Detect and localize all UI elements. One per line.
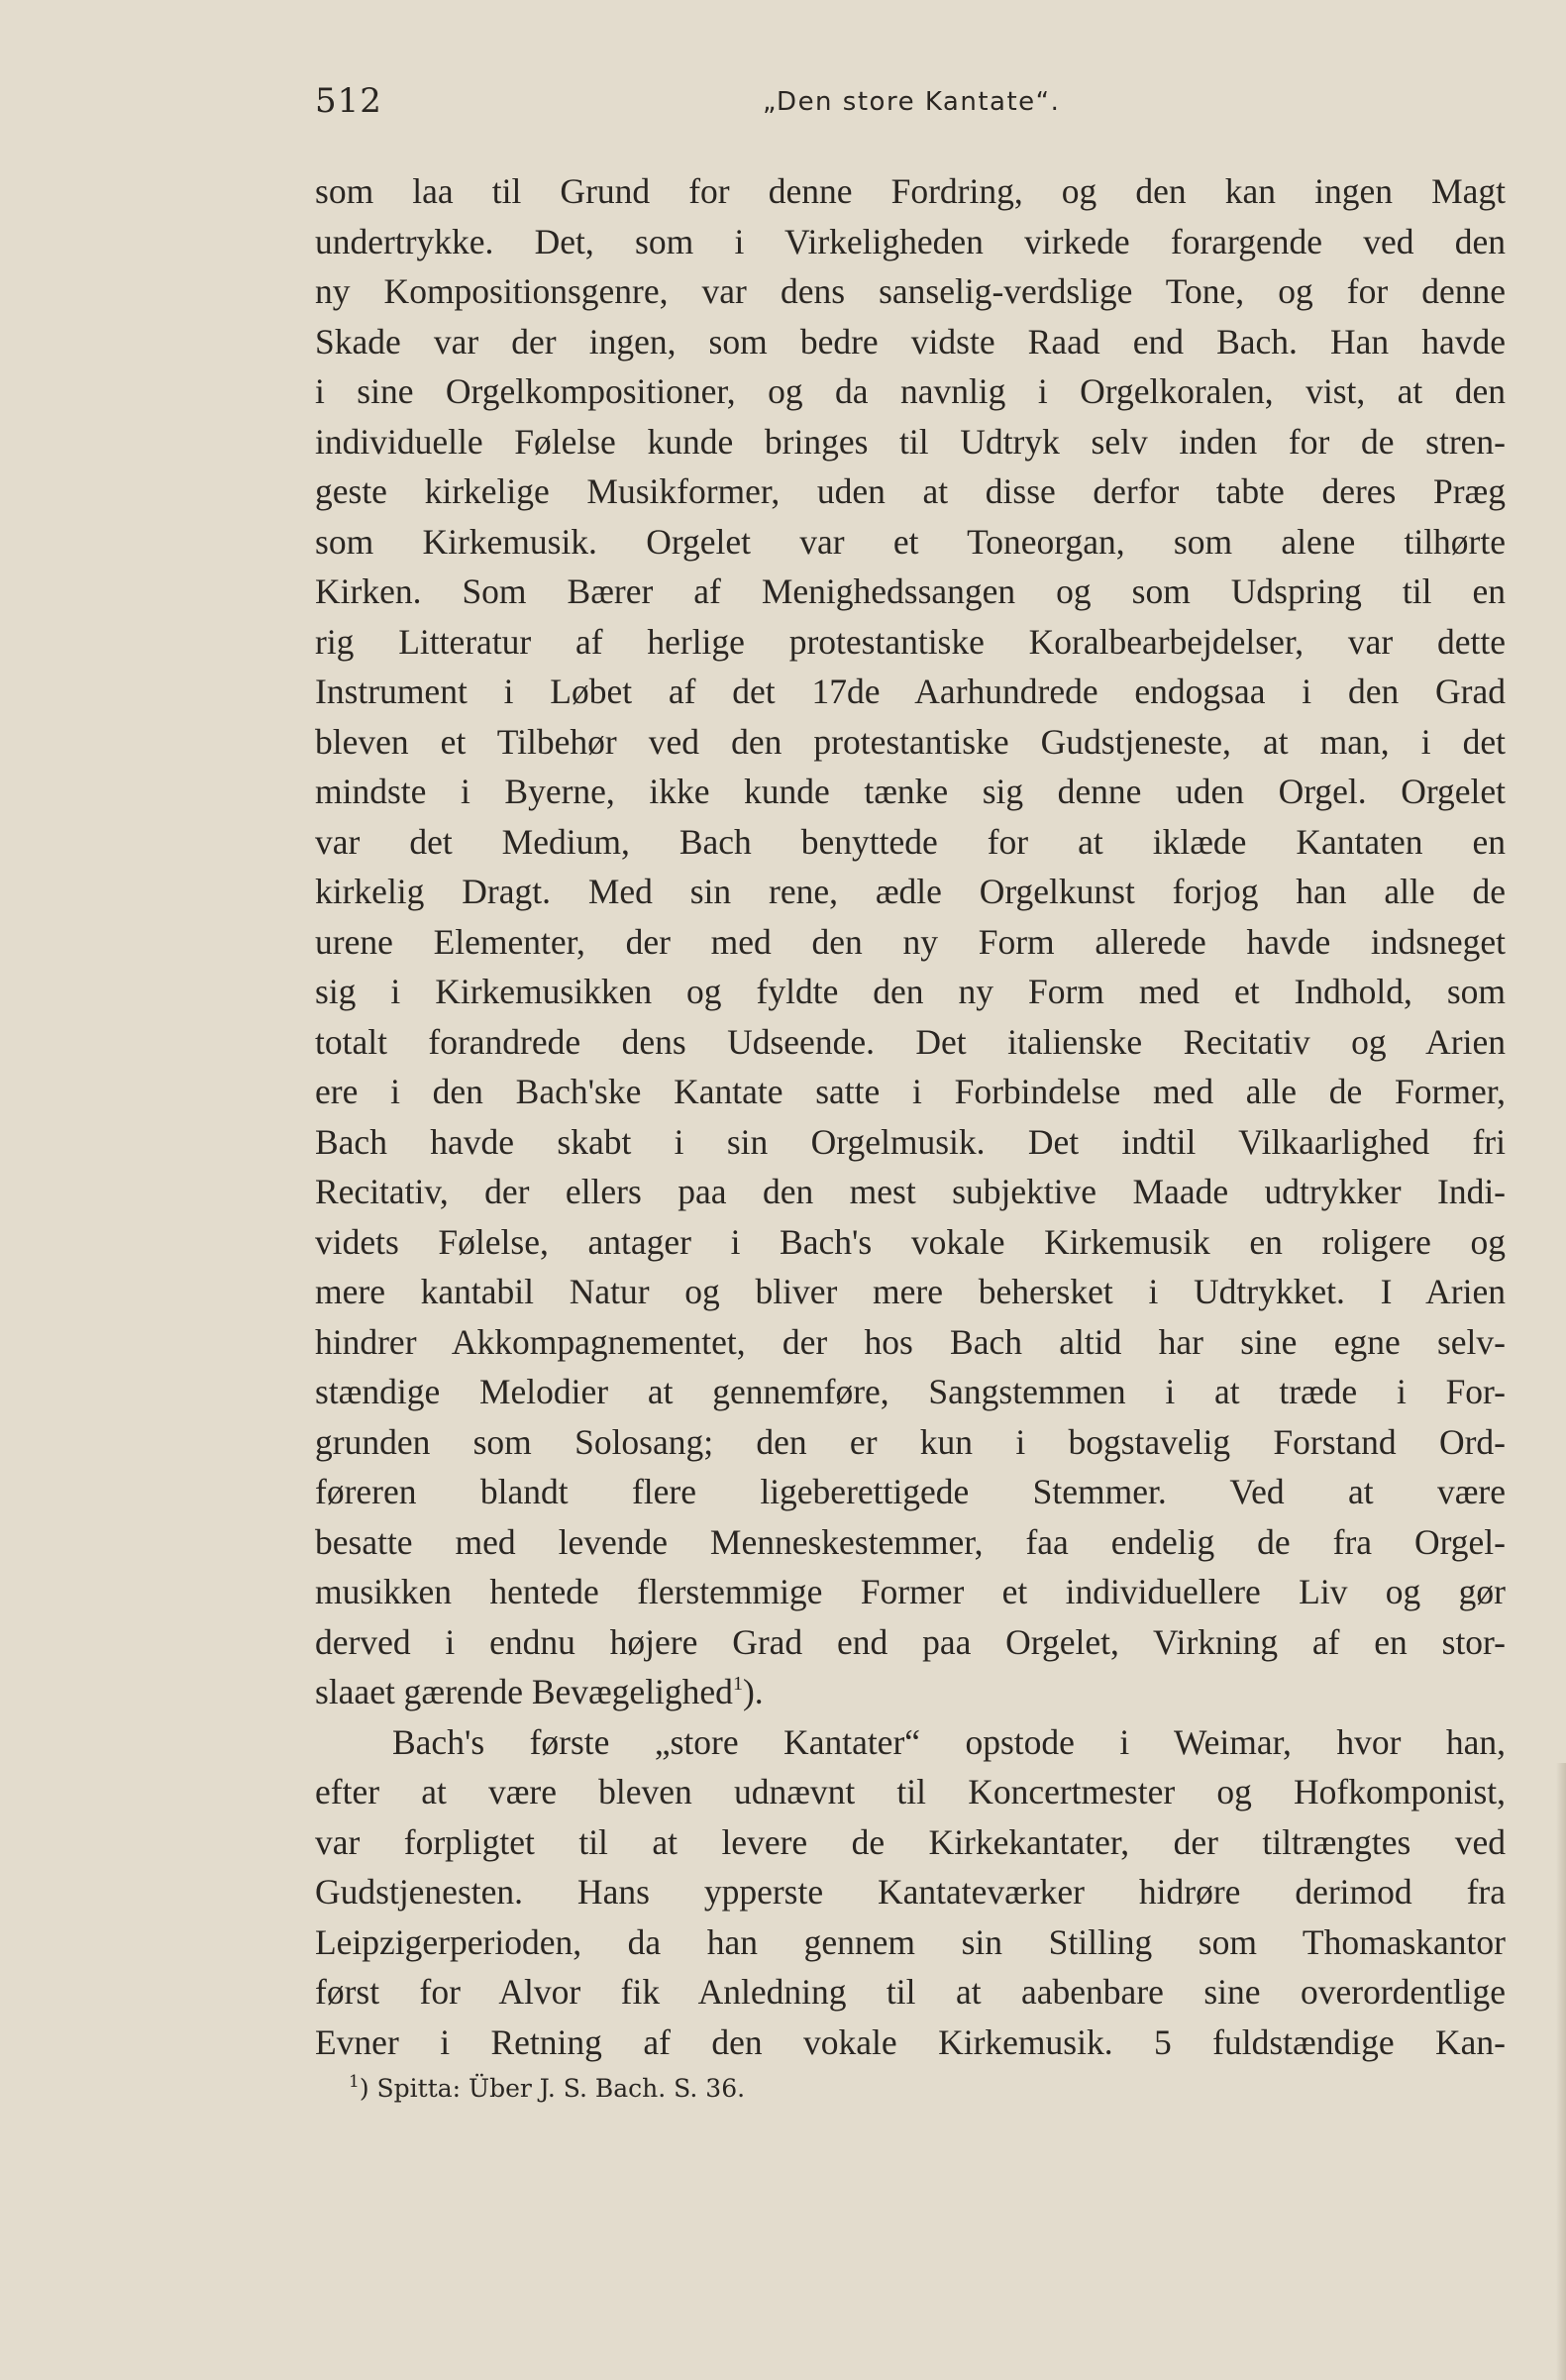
text-line: Gudstjenesten. Hans ypperste Kantateværker hidrøre derimod fra xyxy=(315,1872,1506,1912)
footnote xyxy=(349,2074,1042,2103)
footnote-marker-close: ) xyxy=(359,2074,369,2103)
page-header xyxy=(315,81,1504,131)
footnote-marker: 1 xyxy=(349,2072,360,2092)
text-line: rig Litteratur af herlige protestantiske Koralbearbejdelser, var dette xyxy=(315,621,1506,662)
text-line: derved i endnu højere Grad end paa Orgelet, Virkning af en stor- xyxy=(315,1621,1506,1662)
text-line: Instrument i Løbet af det 17de Aarhundrede endogsaa i den Grad xyxy=(315,672,1506,711)
text-line: var forpligtet til at levere de Kirkekantater, der tiltrængtes ved xyxy=(315,1821,1506,1862)
paragraph-start-line: Bach's første „store Kantater“ opstode i Weimar, hvor han, xyxy=(392,1721,1506,1762)
text-line: totalt forandrede dens Udseende. Det italienske Recitativ og Arien xyxy=(315,1021,1506,1062)
text-line: bleven et Tilbehør ved den protestantiske Gudstjeneste, at man, i det xyxy=(315,721,1506,762)
text-line-content: slaaet gærende Bevægelighed xyxy=(315,1672,733,1711)
text-line: musikken hentede flerstemmige Former et individuellere Liv og gør xyxy=(315,1572,1506,1611)
text-line: mere kantabil Natur og bliver mere behersket i Udtrykket. I Arien xyxy=(315,1272,1506,1311)
text-line: undertrykke. Det, som i Virkeligheden virkede forargende ved den xyxy=(315,221,1506,261)
text-line: stændige Melodier at gennemføre, Sangstemmen i at træde i For- xyxy=(315,1372,1506,1411)
text-line: ny Kompositionsgenre, var dens sanselig-verdslige Tone, og for denne xyxy=(315,271,1506,311)
text-line: ere i den Bach'ske Kantate satte i Forbindelse med alle de Former, xyxy=(315,1072,1506,1111)
text-line: besatte med levende Menneskestemmer, faa endelig de fra Orgel- xyxy=(315,1521,1506,1562)
text-line: Bach havde skabt i sin Orgelmusik. Det indtil Vilkaarlighed fri xyxy=(315,1121,1506,1162)
text-line: Evner i Retning af den vokale Kirkemusik. 5 fuldstændige Kan- xyxy=(315,2021,1506,2062)
text-line: hindrer Akkompagnementet, der hos Bach altid har sine egne selv- xyxy=(315,1321,1506,1362)
text-line: Recitativ, der ellers paa den mest subjektive Maade udtrykker Indi- xyxy=(315,1172,1506,1211)
text-line: var det Medium, Bach benyttede for at iklæde Kantaten en xyxy=(315,821,1506,862)
text-line: videts Følelse, antager i Bach's vokale Kirkemusik en roligere og xyxy=(315,1221,1506,1262)
footnote-reference: 1 xyxy=(732,1673,743,1695)
text-line: først for Alvor fik Anledning til at aabenbare sine overordentlige xyxy=(315,1972,1506,2012)
text-line: urene Elementer, der med den ny Form allerede havde indsneget xyxy=(315,921,1506,962)
footnote-reference-tail: ). xyxy=(742,1672,764,1711)
text-line: i sine Orgelkompositioner, og da navnlig i Orgelkoralen, vist, at den xyxy=(315,371,1506,411)
text-line: kirkelig Dragt. Med sin rene, ædle Orgelkunst forjog han alle de xyxy=(315,872,1506,911)
page-edge-shadow xyxy=(1556,1763,1566,2380)
text-line: efter at være bleven udnævnt til Koncertmester og Hofkomponist, xyxy=(315,1772,1506,1811)
text-line: Skade var der ingen, som bedre vidste Raad end Bach. Han havde xyxy=(315,321,1506,362)
text-line: mindste i Byerne, ikke kunde tænke sig denne uden Orgel. Orgelet xyxy=(315,772,1506,811)
page-number: 512 xyxy=(315,81,382,121)
text-line: sig i Kirkemusikken og fyldte den ny Form med et Indhold, som xyxy=(315,972,1506,1011)
text-line: som Kirkemusik. Orgelet var et Toneorgan, som alene tilhørte xyxy=(315,521,1506,562)
paragraph-end-line xyxy=(315,1667,1506,1717)
text-line: Leipzigerperioden, da han gennem sin Stilling som Thomaskantor xyxy=(315,1921,1506,1962)
text-line: som laa til Grund for denne Fordring, og den kan ingen Magt xyxy=(315,171,1506,211)
text-line: Kirken. Som Bærer af Menighedssangen og som Udspring til en xyxy=(315,571,1506,611)
footnote-text: Spitta: Über J. S. Bach. S. 36. xyxy=(368,2074,746,2103)
text-line: føreren blandt flere ligeberettigede Stemmer. Ved at være xyxy=(315,1472,1506,1511)
body-text xyxy=(315,166,1506,2067)
text-line: geste kirkelige Musikformer, uden at disse derfor tabte deres Præg xyxy=(315,471,1506,511)
text-line: individuelle Følelse kunde bringes til Udtryk selv inden for de stren- xyxy=(315,421,1506,462)
text-line: grunden som Solosang; den er kun i bogstavelig Forstand Ord- xyxy=(315,1421,1506,1462)
running-title: „Den store Kantate“. xyxy=(763,87,1061,117)
